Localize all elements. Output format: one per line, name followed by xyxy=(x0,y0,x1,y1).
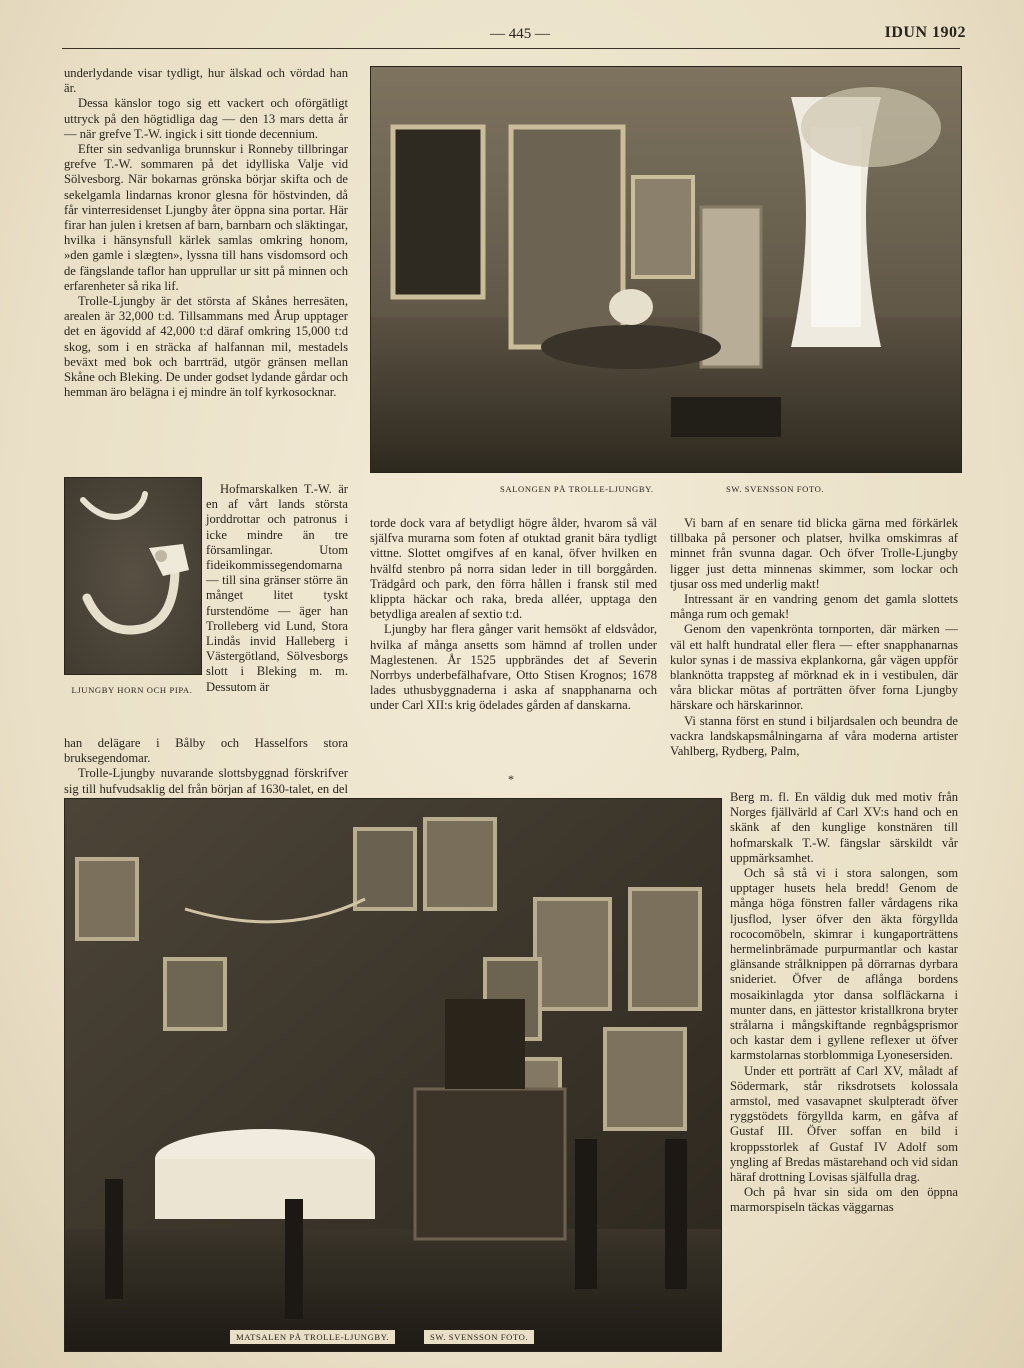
paragraph: Och på hvar sin sida om den öppna marmorspiseln täckas väggarnas xyxy=(730,1185,958,1215)
paragraph: Trolle-Ljungby är det största af Skånes herresäten, arealen är 32,000 t:d. Tillsammans med Årup upptager det en ägovidd af 42,000 t:d däraf omkring 15,000 t:d skog, som i en sträcka af halfannan mil, mestadels beväxt med bok och barrträd, utgör gränsen mellan Skåne och Bleking. De under godset lydande gårdar och hemman äro belägna i ej mindre än tolf kyrkosocknar. xyxy=(64,294,348,400)
paragraph: Genom den vapenkrönta tornporten, där märken — väl ett halft hundratal eller flera — efter snapphanarnas kulor synas i de massiva ekplankorna, går vägen uppför blanknötta trappsteg af mörknad ek in i vestibulen, där våra blickar mötas af porträtten öfver forna Ljungby härskare och härskarinnor. xyxy=(670,622,958,713)
salon-interior-photo xyxy=(370,66,962,473)
left-wrap-text xyxy=(206,482,348,695)
dining-credit: SW. SVENSSON FOTO. xyxy=(424,1330,534,1344)
paragraph: Vi stanna först en stund i biljardsalen och beundra de vackra landskapsmålningarna af våra moderna artister Vahlberg, Rydberg, Palm, xyxy=(670,713,958,759)
paragraph: han delägare i Bålby och Hasselfors stora bruksegendomar. xyxy=(64,736,348,766)
left-column xyxy=(64,66,348,400)
header-rule xyxy=(62,48,960,49)
middle-column xyxy=(370,516,657,714)
dining-caption: MATSALEN PÅ TROLLE-LJUNGBY. xyxy=(230,1330,395,1344)
paragraph: Efter sin sedvanliga brunnskur i Ronneby tillbringar grefve T.-W. sommaren på det idylliska Valje vid Sölvesborg. När bokarnas grönska börjar skifta och de sekelgamla lindarnas kronor glesna för höstvinden, då får vinterresidenset Ljungby åter öppna sina portar. Här firar han julen i kretsen af barn, barnbarn och släktingar, hvilka i hänsynsfull kärlek samlas omkring honom, »den gamle i slægten», lyssna till hans visdomsord och de fängslande taflor han upprullar ur sitt på minnen och erfarenheter så rika lif. xyxy=(64,142,348,293)
dining-room-interior-photo xyxy=(64,798,722,1352)
paragraph: torde dock vara af betydligt högre ålder, hvarom så väl själfva murarna som foten af otuktad granit bära tydligt vittne. Slottet omgifves af en kanal, öfver hvilken en hvälfd stenbro på norra sidan leder in till borggården. Trädgård och park, den förra hållen i fransk stil med klippta häckar och raka, breda alléer, upptaga den betydliga arealen af sextio t:d. xyxy=(370,516,657,622)
paragraph: Intressant är en vandring genom det gamla slottets många rum och gemak! xyxy=(670,592,958,622)
paragraph: underlydande visar tydligt, hur älskad och vördad han är. xyxy=(64,66,348,96)
paragraph: Berg m. fl. En väldig duk med motiv från Norges fjällvärld af Carl XV:s hand och en skänk af den kunglige konstnären till hofmarskalk T.-W. fängslar särskildt vår uppmärksamhet. xyxy=(730,790,958,865)
page-number: — 445 — xyxy=(490,26,550,42)
horn-caption: LJUNGBY HORN OCH PIPA. xyxy=(71,685,193,695)
paragraph: Och så stå vi i stora salongen, som upptager husets hela bredd! Genom de många höga fönstren faller vårdagens rika ljusflod, lyser öfver den äkta förgyllda rococomöbeln, skimrar i kungaporträttens hermelinbrämade purpurmantlar och kastar glänsande strålknippen på dörrarnas dyrbara snideriet. Öfver de aflånga bordens mosaikinlagda ytor dansa solfläckarna i munter dans, en jättestor kristallkrona bryter strålarna i mångskiftande regnbågsprismor och kastar dem i gyllene reflexer ut öfver karmstolarnas storblommiga Lyonesersiden. xyxy=(730,866,958,1063)
right-column xyxy=(670,516,958,759)
paragraph: Vi barn af en senare tid blicka gärna med förkärlek tillbaka på personer och platser, hvilka omskimras af minnet från svunna dagar. Och öfver Trolle-Ljungby ligger just detta minnenas skimmer, som lockar och tjusar oss med underlig makt! xyxy=(670,516,958,591)
paragraph: Hofmarskalken T.-W. är en af vårt lands största jorddrottar och patronus i icke mindre än tre församlingar. Utom fideikommissegendomarna — till sina gränser större än månget litet tyskt furstendöme — äger han Trolleberg vid Lund, Stora Lindås invid Halleberg i Västergötland, Sölvesborgs slott i Bleking m. m. Dessutom är xyxy=(206,482,348,694)
salon-credit: SW. SVENSSON FOTO. xyxy=(726,484,825,494)
paragraph: Under ett porträtt af Carl XV, måladt af Södermark, står riksdrotsets kolossala armstol, med vasavapnet skulpteradt öfver ryggstödets förgyllda karm, en gåfva af Gustaf III. Öfver soffan en bild i kroppsstorlek af Gustaf IV Adolf som yngling af Bredas mästarehand och vid sidan häraf drottning Lovisas själfulla drag. xyxy=(730,1063,958,1185)
magazine-title: IDUN 1902 xyxy=(884,24,966,41)
salon-caption: SALONGEN PÅ TROLLE-LJUNGBY. xyxy=(500,484,654,494)
paragraph: Trolle-Ljungby nuvarande slottsbyggnad förskrifver sig till hufvudsaklig del från början af 1630-talet, en del xyxy=(64,766,348,796)
right-column-narrow xyxy=(730,790,958,1216)
section-asterisk: * xyxy=(508,772,514,786)
horn-and-pipe-photo xyxy=(64,477,202,675)
paragraph: Ljungby har flera gånger varit hemsökt af eldsvådor, hvilka af många ansetts som hämnd af trollen under Maglestenen. År 1525 uppbrändes det af Severin Norrbys underbefälhafvare, Otto Stisen Krognos; 1678 lades uthusbyggnaderna i aska af snapphanarna och under Carl XII:s krig ödelades gården af danskarna. xyxy=(370,622,657,713)
paragraph: Dessa känslor togo sig ett vackert och oförgätligt uttryck på den högtidliga dag — den 13 mars detta år — när grefve T.-W. ingick i sitt tionde decennium. xyxy=(64,96,348,141)
